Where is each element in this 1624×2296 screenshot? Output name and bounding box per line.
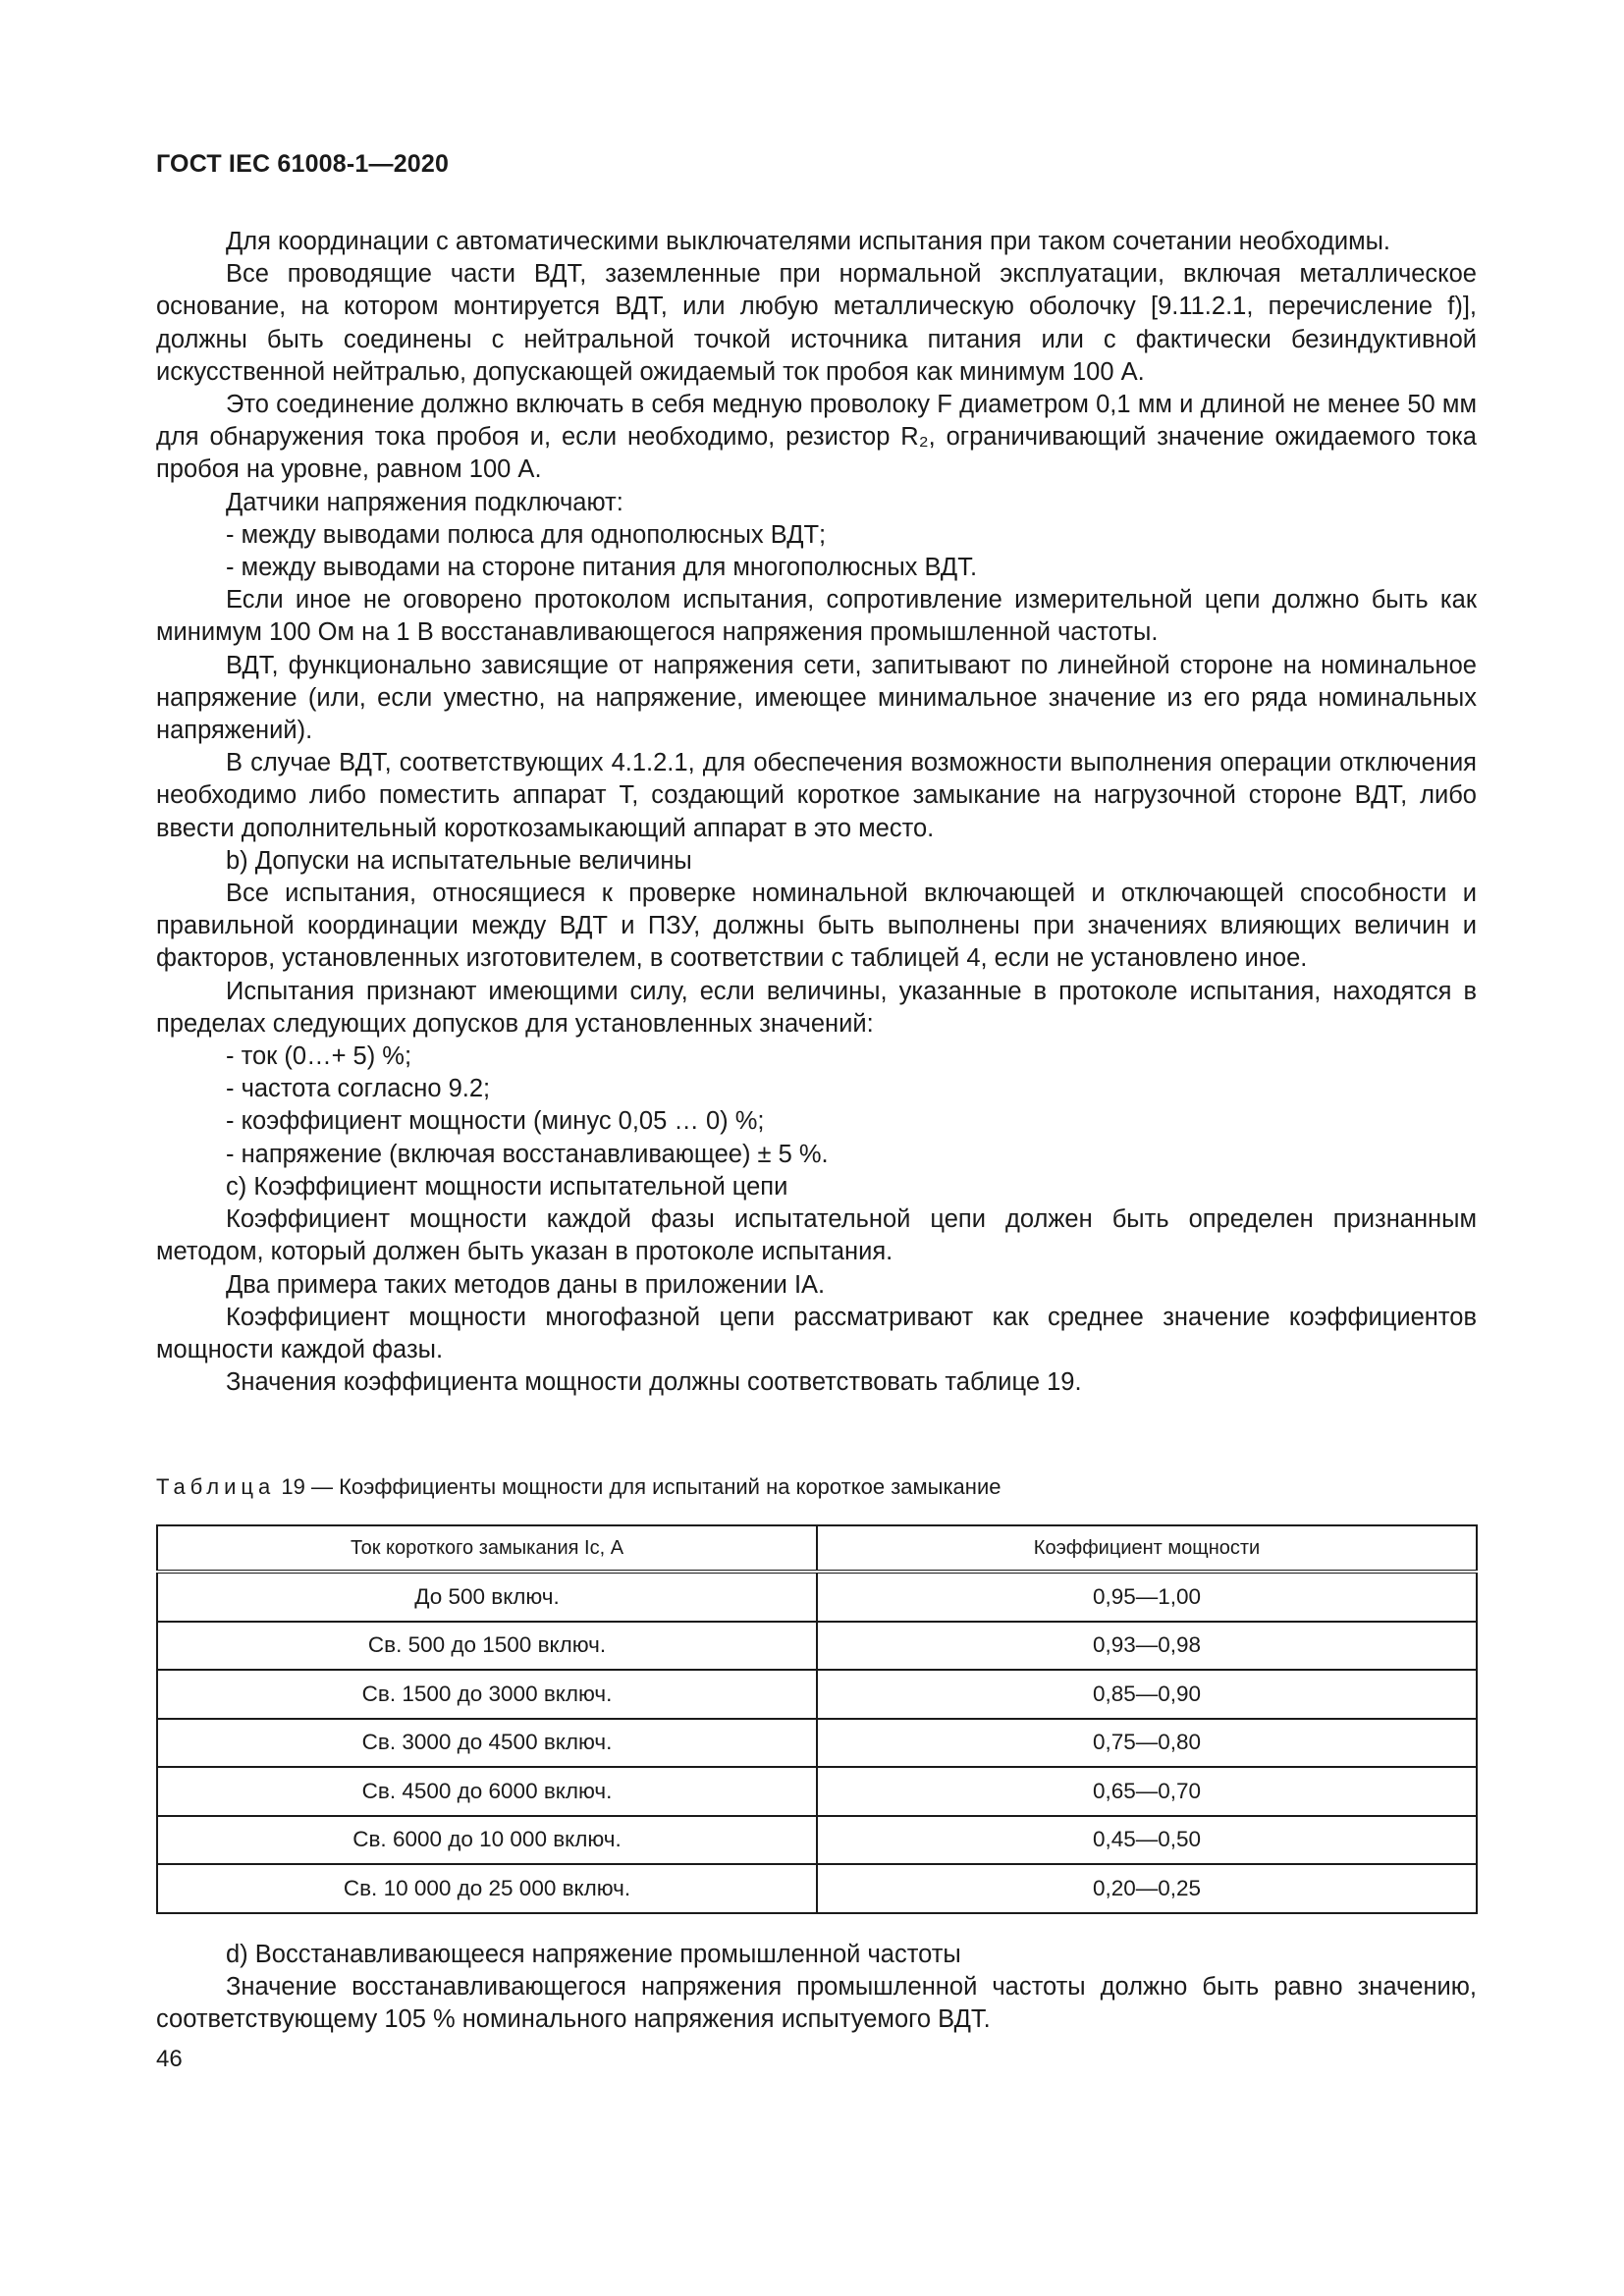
paragraph: c) Коэффициент мощности испытательной цепи	[226, 1172, 788, 1201]
list-item: - коэффициент мощности (минус 0,05 … 0) %;	[226, 1107, 765, 1136]
table-row	[157, 1816, 1477, 1865]
cell-current: Св. 500 до 1500 включ.	[157, 1622, 817, 1671]
paragraph: Два примера таких методов даны в приложении IA.	[226, 1270, 826, 1299]
paragraph: d) Восстанавливающееся напряжение промышленной частоты	[226, 1941, 961, 1968]
table-body	[157, 1572, 1477, 1913]
cell-current: Св. 4500 до 6000 включ.	[157, 1767, 817, 1816]
cell-power-factor: 0,95—1,00	[817, 1572, 1477, 1622]
paragraph: ВДТ, функционально зависящие от напряжения сети, запитывают по линейной стороне на номинальное напряжение (или, если уместно, на напряжение, имеющее минимальное значение из его ряда номинальных напряжений).	[156, 651, 1477, 745]
table-row	[157, 1719, 1477, 1768]
paragraph: b) Допуски на испытательные величины	[226, 846, 692, 875]
paragraph: Значение восстанавливающегося напряжения промышленной частоты должно быть равно значению, соответствующему 105 % номинального напряжения испытуемого ВДТ.	[156, 1973, 1477, 2034]
table-caption-title: 19 — Коэффициенты мощности для испытаний на короткое замыкание	[281, 1474, 1001, 1499]
table-row	[157, 1670, 1477, 1719]
body-text	[156, 226, 1477, 1399]
cell-current: До 500 включ.	[157, 1572, 817, 1622]
paragraph: Датчики напряжения подключают:	[226, 488, 623, 516]
cell-power-factor: 0,93—0,98	[817, 1622, 1477, 1671]
cell-current: Св. 1500 до 3000 включ.	[157, 1670, 817, 1719]
list-item: - ток (0…+ 5) %;	[226, 1042, 412, 1071]
table-header-row	[157, 1525, 1477, 1572]
paragraph: Это соединение должно включать в себя медную проволоку F диаметром 0,1 мм и длиной не менее 50 мм для обнаружения тока пробоя и, если необходимо, резистор R₂, ограничивающий значение ожидаемого тока пробоя на уровне, равном 100 А.	[156, 391, 1477, 484]
list-item: - между выводами полюса для однополюсных ВДТ;	[226, 520, 827, 549]
list-item: - между выводами на стороне питания для многополюсных ВДТ.	[226, 554, 978, 582]
paragraph: Для координации с автоматическими выключателями испытания при таком сочетании необходимы.	[226, 228, 1391, 255]
paragraph: Все проводящие части ВДТ, заземленные при нормальной эксплуатации, включая металлическое основание, на котором монтируется ВДТ, или любую металлическую оболочку [9.11.2.1, перечисление f)], должны быть соединены с нейтральной точкой источника питания или с фактически безиндуктивной искусственной нейтралью, допускающей ожидаемый ток пробоя как минимум 100 А.	[156, 260, 1477, 386]
power-factor-table	[156, 1524, 1478, 1914]
cell-power-factor: 0,65—0,70	[817, 1767, 1477, 1816]
table-caption-word: Таблица	[156, 1474, 276, 1499]
column-header-power-factor: Коэффициент мощности	[817, 1525, 1477, 1572]
document-header: ГОСТ IEC 61008-1—2020	[156, 150, 450, 178]
paragraph: В случае ВДТ, соответствующих 4.1.2.1, для обеспечения возможности выполнения операции отключения необходимо либо поместить аппарат T, создающий короткое замыкание на нагрузочной стороне ВДТ, либо ввести дополнительный короткозамыкающий аппарат в это место.	[156, 749, 1477, 842]
cell-power-factor: 0,85—0,90	[817, 1670, 1477, 1719]
cell-current: Св. 3000 до 4500 включ.	[157, 1719, 817, 1768]
body-text-after-table	[156, 1939, 1477, 2037]
cell-current: Св. 10 000 до 25 000 включ.	[157, 1864, 817, 1913]
cell-power-factor: 0,20—0,25	[817, 1864, 1477, 1913]
cell-power-factor: 0,75—0,80	[817, 1719, 1477, 1768]
list-item: - частота согласно 9.2;	[226, 1075, 491, 1103]
paragraph: Значения коэффициента мощности должны соответствовать таблице 19.	[226, 1368, 1082, 1397]
table-row	[157, 1622, 1477, 1671]
paragraph: Испытания признают имеющими силу, если величины, указанные в протоколе испытания, находятся в пределах следующих допусков для установленных значений:	[156, 977, 1477, 1038]
table-caption	[156, 1474, 1001, 1500]
table-row	[157, 1767, 1477, 1816]
list-item: - напряжение (включая восстанавливающее) ± 5 %.	[226, 1140, 829, 1168]
column-header-current: Ток короткого замыкания Iс, А	[157, 1525, 817, 1572]
cell-current: Св. 6000 до 10 000 включ.	[157, 1816, 817, 1865]
paragraph: Все испытания, относящиеся к проверке номинальной включающей и отключающей способности и правильной координации между ВДТ и ПЗУ, должны быть выполнены при значениях влияющих величин и факторов, установленных изготовителем, в соответствии с таблицей 4, если не установлено иное.	[156, 880, 1477, 973]
cell-power-factor: 0,45—0,50	[817, 1816, 1477, 1865]
table-row	[157, 1864, 1477, 1913]
page-number: 46	[156, 2046, 183, 2072]
paragraph: Коэффициент мощности многофазной цепи рассматривают как среднее значение коэффициентов мощности каждой фазы.	[156, 1303, 1477, 1363]
paragraph: Коэффициент мощности каждой фазы испытательной цепи должен быть определен признанным методом, который должен быть указан в протоколе испытания.	[156, 1205, 1477, 1266]
paragraph: Если иное не оговорено протоколом испытания, сопротивление измерительной цепи должно быть как минимум 100 Ом на 1 В восстанавливающегося напряжения промышленной частоты.	[156, 586, 1477, 647]
table-row	[157, 1572, 1477, 1622]
